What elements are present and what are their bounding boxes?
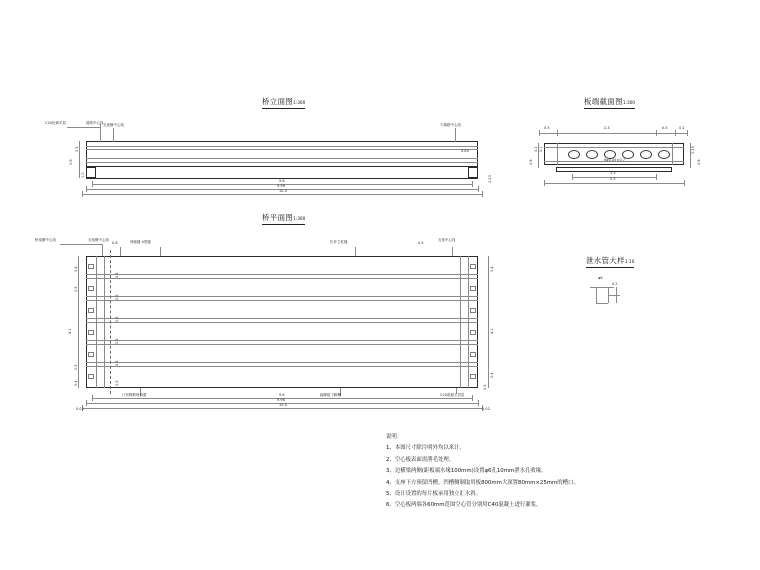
plan-dim-bot-2: 10.0 (279, 403, 287, 407)
plan-bearing-l4 (88, 330, 94, 335)
cs-dim-left-1: 0.1 (539, 146, 543, 152)
elevation-dim-bottom-0: 9.8 (279, 179, 285, 183)
plan-girder-line-3 (86, 318, 478, 319)
plan-bearing-r6 (470, 374, 476, 379)
notes-item-3: 4、支座下方预留凹槽，凹槽侧制取用板800mm大深置80mm×25mm的槽口。 (386, 479, 579, 486)
elevation-dimline-3 (82, 194, 482, 195)
elevation-deck-line-2 (86, 149, 478, 150)
cross-section-title (584, 96, 635, 109)
plan-girder-dim-1: 0.5 (115, 272, 119, 278)
elevation-title (262, 96, 305, 109)
plan-view (0, 200, 520, 430)
plan-bearing-l6 (88, 374, 94, 379)
plan-bearing-r3 (470, 308, 476, 313)
plan-bearing-l5 (88, 352, 94, 357)
cs-void-5 (640, 150, 652, 159)
elevation-label-2: 支座横中心线 (103, 123, 124, 127)
cs-web-left (557, 143, 558, 165)
plan-centerline (110, 250, 111, 394)
cs-dimtick-t0 (539, 130, 540, 136)
plan-dimtick-bl1 (92, 395, 93, 401)
cs-dim-right-ext (690, 143, 691, 168)
plan-girder-dim-4: 0.5 (115, 338, 119, 344)
plan-leader-top-4 (160, 247, 161, 256)
notes-item-5: 6、空心板两端各60mm范围空心管分别用C40混凝土进行灌浆。 (386, 502, 542, 509)
cs-dim-right-0: 0.25 (691, 146, 695, 154)
elevation-title-text: 桥立面图 (262, 97, 294, 106)
drain-top-line (590, 287, 614, 288)
plan-girder-dim-6: 0.5 (115, 380, 119, 386)
plan-dimtick-br2 (478, 400, 479, 406)
cs-dimtick-t3 (675, 130, 676, 136)
plan-girder-line-1b (86, 278, 478, 279)
plan-leader-top-5 (355, 247, 356, 256)
elevation-dim-left-2: 1.0 (81, 172, 85, 178)
plan-label-top-1: 支座横中心线 (88, 238, 109, 242)
cs-dimline-top (539, 133, 687, 134)
plan-leader-top-6 (452, 247, 453, 256)
elevation-dim-far-right: 0.20 (488, 175, 492, 183)
title-underline-3 (262, 224, 305, 225)
cs-web-right (672, 143, 673, 165)
plan-label-top-2: 伸缩缝 4型缝 (130, 240, 151, 244)
notes-block (386, 432, 579, 512)
cs-void-6 (658, 150, 670, 159)
plan-dim-left-0: 0.4 (74, 266, 78, 272)
plan-end-left-1 (96, 256, 97, 388)
plan-dim-top-0: 0.8 (112, 241, 118, 245)
cs-dim-top-2: 0.5 (662, 126, 668, 130)
plan-end-right-1 (460, 256, 461, 388)
plan-girder-line-4b (86, 344, 478, 345)
plan-dimline-bot-3 (82, 408, 482, 409)
plan-label-top-4: 支座中心线 (438, 238, 456, 242)
plan-bearing-l2 (88, 286, 94, 291)
cs-void-2 (586, 150, 598, 159)
drain-bottom-line (596, 303, 608, 304)
elevation-left-abutment (86, 167, 96, 178)
elevation-dimtick-r3 (482, 191, 483, 197)
plan-title-text: 桥平面图 (262, 213, 294, 222)
title-underline (262, 108, 305, 109)
plan-bearing-l1 (88, 264, 94, 269)
elevation-dimtick-r1 (472, 181, 473, 187)
plan-label-top-3: 栏杆立柱缝 (330, 240, 348, 244)
plan-dim-right-2: 0.4 (490, 372, 494, 378)
cross-section-title-scale: 1:300 (622, 100, 636, 105)
plan-title-scale: 1:300 (293, 216, 306, 221)
plan-label-bot-1: 踏脚板下脚槽 (320, 393, 341, 397)
cs-dimtick-t4 (687, 130, 688, 136)
elevation-leader-2 (113, 128, 114, 142)
cs-dimtick-t2 (656, 130, 657, 136)
cs-dimtick-b2 (544, 180, 545, 186)
plan-girder-dim-2: 0.5 (115, 294, 119, 300)
elevation-title-scale: 1:300 (293, 100, 306, 105)
notes-heading: 说明： (386, 434, 403, 440)
cs-deck-line (544, 147, 684, 148)
drain-detail-view (560, 245, 710, 335)
notes-item-2: 3、边横梁两侧(距板端水缘100mm)设置φ6孔10mm泄水孔收缘。 (386, 468, 547, 475)
cs-dim-left-2: 0.8 (529, 159, 533, 165)
drain-left-wall (596, 287, 597, 303)
plan-title (262, 212, 305, 225)
plan-label-bot-0: 门形钢筋埋设置 (122, 393, 147, 397)
elevation-deck-line-3 (86, 162, 478, 163)
plan-dim-top-1: 0.5 (418, 241, 424, 245)
plan-bearing-r4 (470, 330, 476, 335)
cs-dim-bot-0: 1.5 (610, 171, 616, 175)
elevation-dimtick-l3 (82, 191, 83, 197)
elevation-dimtick-l1 (92, 181, 93, 187)
cs-dim-top-0: 0.5 (544, 126, 550, 130)
cs-void-1 (568, 150, 580, 159)
plan-dimtick-bl2 (86, 400, 87, 406)
cs-dimline-bot-2 (544, 183, 684, 184)
plan-girder-line-2b (86, 300, 478, 301)
notes-item-4: 5、设计设置的每片板承用独立汇水斜。 (386, 491, 482, 498)
plan-dim-right-1: 4.1 (490, 328, 494, 334)
elevation-dim-left-1: 0.6 (69, 159, 73, 165)
plan-dim-bot-4: 0.02 (482, 407, 490, 411)
notes-item-0: 1、本图尺寸除注明外均以米计。 (386, 445, 465, 452)
cs-dim-left-0: 0.2 (534, 146, 538, 152)
plan-girder-line-4 (86, 340, 478, 341)
notes-item-1: 2、空心板表面需凿毛处理。 (386, 456, 455, 463)
plan-bearing-l3 (88, 308, 94, 313)
plan-leader-top-1 (60, 244, 102, 245)
plan-bearing-r1 (470, 264, 476, 269)
elevation-label-0: C20砼调平层 (45, 121, 66, 125)
plan-girder-line-5 (86, 362, 478, 363)
elevation-dim-right-0: 0.80 (461, 149, 469, 153)
elevation-leader-3 (455, 128, 456, 142)
plan-dimtick-br1 (472, 395, 473, 401)
cs-dimtick-b1 (656, 174, 657, 180)
cs-dim-bot-1: 2.5 (610, 177, 616, 181)
drain-title-text: 泄水管大样 (586, 256, 625, 265)
plan-girder-line-5b (86, 366, 478, 367)
plan-girder-dim-5: 0.5 (115, 360, 119, 366)
plan-dim-bot-1: 9.96 (277, 398, 285, 402)
cs-inner-label: 6φ0.45×0.7 (604, 158, 626, 162)
drain-label-0: φ6 (598, 276, 603, 280)
cs-dim-left-ext (538, 143, 539, 168)
plan-end-right-2 (468, 256, 469, 388)
cs-dimtick-t1 (557, 130, 558, 136)
cs-dimtick-b0 (572, 174, 573, 180)
cs-dim-right-1: 0.8 (697, 159, 701, 165)
plan-dim-right-0: 0.4 (490, 266, 494, 272)
plan-girder-line-1 (86, 274, 478, 275)
plan-dim-bot-0: 9.8 (279, 393, 285, 397)
elevation-label-3: 干端路中心线 (440, 123, 461, 127)
plan-bearing-r5 (470, 352, 476, 357)
plan-label-top-0: 桥梁横中心线 (35, 238, 56, 242)
plan-dim-right-3: 0.5 (483, 384, 487, 390)
plan-girder-dim-3: 0.5 (115, 316, 119, 322)
plan-dim-bot-3: 0.02 (76, 407, 84, 411)
plan-end-left-2 (104, 256, 105, 388)
elevation-dim-bottom-1: 9.96 (277, 184, 285, 188)
plan-bearing-r2 (470, 286, 476, 291)
plan-dim-left-3: 0.5 (74, 364, 78, 370)
elevation-right-abutment (468, 167, 478, 178)
title-underline-4 (586, 267, 634, 268)
elevation-view (0, 0, 520, 210)
plan-dim-left-1: 0.5 (74, 286, 78, 292)
elevation-deck-line-1 (86, 146, 478, 147)
cross-section-view (520, 0, 760, 210)
drain-title-scale: 1:10 (624, 259, 635, 264)
title-underline-2 (584, 108, 635, 109)
cs-dim-top-3: 0.2 (679, 126, 685, 130)
plan-leader-top-3 (120, 247, 121, 256)
elevation-label-1: 道路中心线 (86, 121, 104, 125)
plan-girder-line-2 (86, 296, 478, 297)
plan-dim-left-2: 4.1 (68, 328, 72, 334)
plan-dimline-right (488, 256, 489, 388)
elevation-deck-line-4 (86, 158, 478, 159)
cs-dimtick-b3 (684, 180, 685, 186)
cs-dim-top-1: 2.3 (604, 126, 610, 130)
drain-title (586, 255, 634, 268)
elevation-dimtick-l2 (86, 186, 87, 192)
elevation-deck-outline (86, 141, 478, 167)
elevation-dim-bottom-2: 10.0 (279, 189, 287, 193)
elevation-dim-left-0: 0.5 (75, 146, 79, 152)
plan-label-bot-2: C20混凝土封层 (440, 393, 465, 397)
elevation-dimtick-r2 (478, 186, 479, 192)
drain-label-1: 0.2 (612, 282, 618, 286)
plan-girder-line-3b (86, 322, 478, 323)
plan-dim-left-4: 0.4 (74, 380, 78, 386)
elevation-leader-4 (67, 127, 101, 128)
cross-section-title-text: 板端截面图 (584, 97, 623, 106)
drain-dim-tick (608, 295, 620, 296)
plan-leader-top-2 (102, 244, 103, 256)
